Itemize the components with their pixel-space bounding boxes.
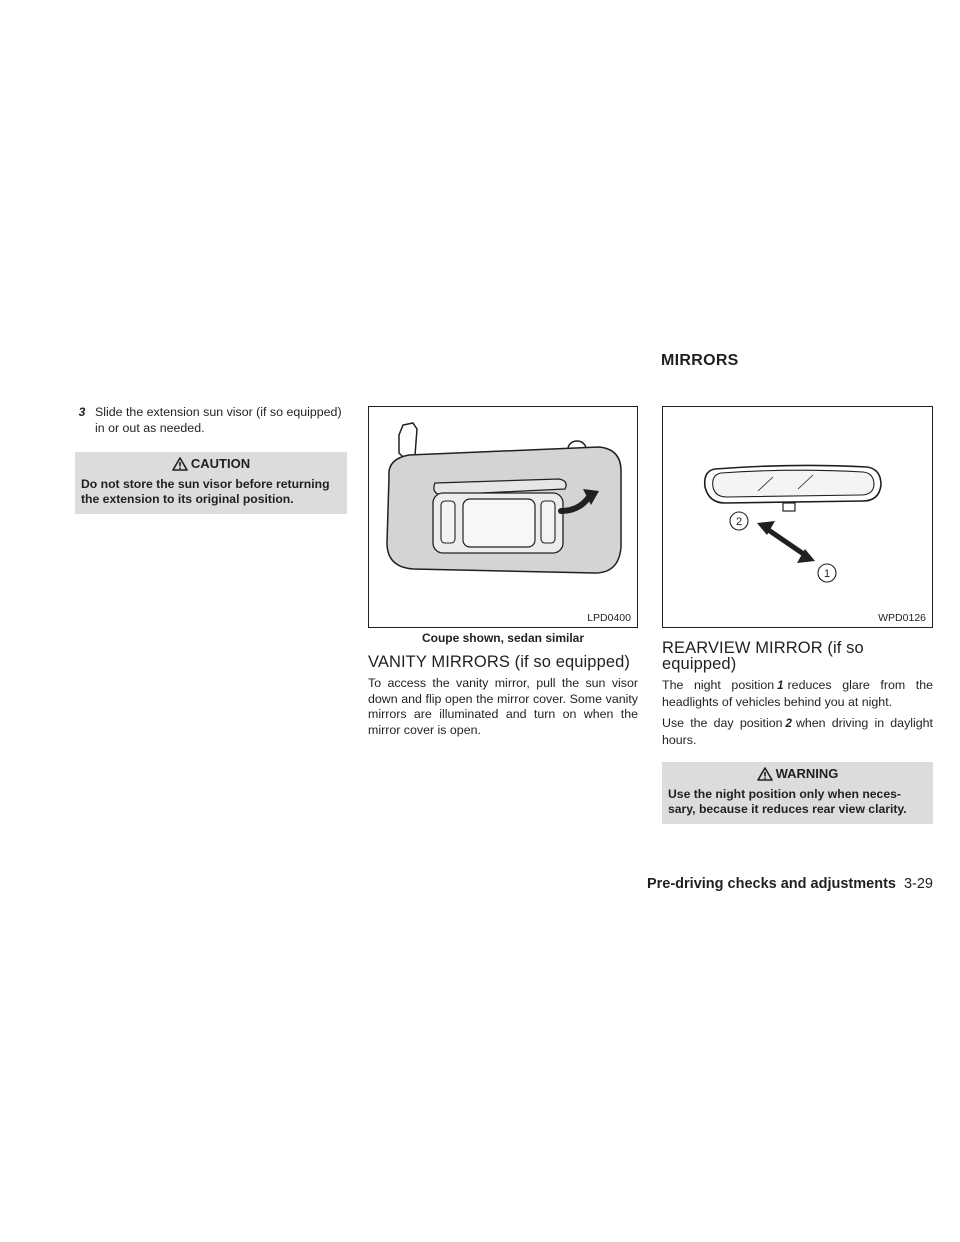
para2-after: when driving in daylight hours. <box>662 716 933 747</box>
page-footer <box>647 876 933 892</box>
figure-code: WPD0126 <box>878 611 926 624</box>
warning-triangle-icon <box>757 767 773 781</box>
warning-label: WARNING <box>775 766 839 781</box>
caution-text: Do not store the sun visor before returning the extension to its original position. <box>81 476 330 506</box>
rearview-mirror-illustration <box>663 407 932 627</box>
step-number <box>75 405 89 422</box>
sun-visor-figure <box>368 406 638 628</box>
figure-code: LPD0400 <box>587 611 631 624</box>
step-3 <box>75 405 347 436</box>
num-1: 1 <box>777 680 784 692</box>
svg-text:3: 3 <box>78 405 86 419</box>
step-text: Slide the extension sun visor (if so equipped) in or out as needed. <box>95 405 342 435</box>
right-column <box>662 406 933 824</box>
warning-box <box>662 762 933 824</box>
rearview-mirror-heading: REARVIEW MIRROR (if so equipped) <box>662 639 864 673</box>
page-number: 3-29 <box>903 876 933 892</box>
label-1: 1 <box>823 568 831 580</box>
night-position-paragraph <box>662 678 933 710</box>
sun-visor-illustration <box>369 407 637 627</box>
warning-header <box>668 766 927 782</box>
warning-triangle-icon <box>172 457 188 471</box>
para1-after: reduces glare from the headlights of vehicles behind you at night. <box>662 678 934 709</box>
figure-caption: Coupe shown, sedan similar <box>421 631 585 645</box>
footer-title: Pre-driving checks and adjustments <box>646 876 896 892</box>
label-2: 2 <box>735 516 743 528</box>
rearview-mirror-figure <box>662 406 933 628</box>
section-title: MIRRORS <box>661 352 739 369</box>
num-2: 2 <box>785 718 792 730</box>
vanity-mirrors-paragraph: To access the vanity mirror, pull the sun visor down and flip open the mirror cover. Some vanity mirrors are illuminated and turn on when the mirror cover is open. <box>368 676 638 737</box>
para1-before: The night position <box>662 678 775 692</box>
vanity-mirrors-heading: VANITY MIRRORS (if so equipped) <box>368 652 630 671</box>
left-column <box>75 405 347 514</box>
caution-label: CAUTION <box>190 456 251 471</box>
middle-column <box>368 406 638 744</box>
para2-before: Use the day position <box>662 716 783 730</box>
caution-box <box>75 452 347 514</box>
step-circle-icon <box>75 405 89 419</box>
warning-text: Use the night position only when neces-sary, because it reduces rear view clarity. <box>668 786 907 816</box>
day-position-paragraph <box>662 716 933 748</box>
caution-header <box>81 456 341 472</box>
